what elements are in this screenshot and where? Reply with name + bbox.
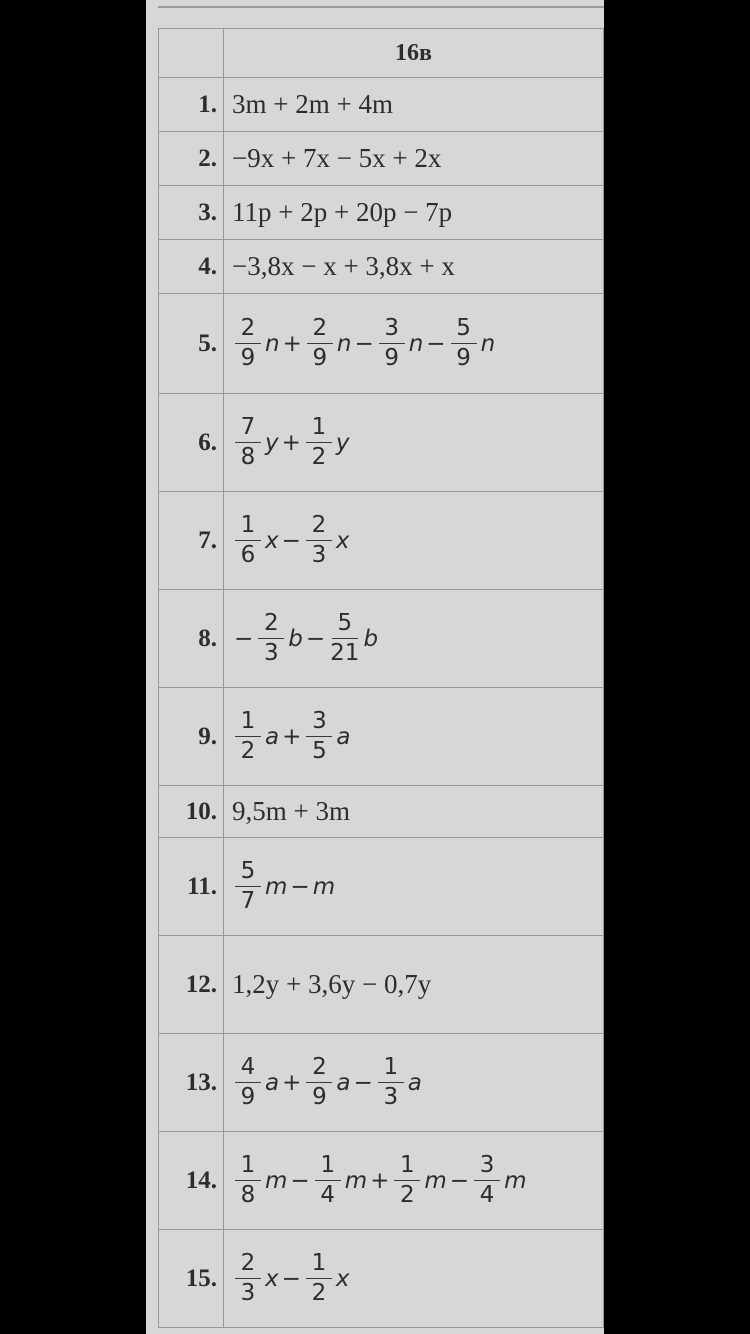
variable: n [480, 330, 496, 357]
table-row [159, 1034, 604, 1132]
exercise-number: 4. [159, 240, 224, 294]
numerator: 1 [235, 1153, 261, 1181]
denominator: 7 [240, 888, 256, 914]
denominator: 9 [384, 345, 400, 371]
denominator: 9 [312, 345, 328, 371]
numerator: 1 [235, 513, 261, 541]
fraction-expression [232, 513, 603, 569]
exercise-table [158, 28, 604, 1328]
operator: − [354, 330, 374, 357]
table-row [159, 838, 604, 936]
variable: a [407, 1069, 422, 1096]
denominator: 9 [240, 1084, 256, 1110]
exercise-expression [224, 590, 604, 688]
exercise-number: 2. [159, 132, 224, 186]
variable: x [265, 1265, 279, 1292]
exercise-expression [224, 1132, 604, 1230]
operator: − [281, 1265, 301, 1292]
exercise-number: 5. [159, 294, 224, 394]
operator: + [281, 429, 301, 456]
numerator: 2 [306, 1055, 332, 1083]
denominator: 2 [400, 1182, 415, 1208]
operator: − [353, 1069, 373, 1096]
numerator: 1 [306, 415, 332, 443]
numerator: 3 [379, 316, 405, 344]
exercise-number: 7. [159, 492, 224, 590]
exercise-expression [224, 78, 604, 132]
expression-text: −9x + 7x − 5x + 2x [232, 143, 442, 173]
fraction [379, 316, 405, 372]
fraction [306, 709, 332, 765]
variable: y [335, 429, 350, 456]
exercise-expression [224, 294, 604, 394]
fraction [306, 513, 332, 569]
table-row [159, 936, 604, 1034]
fraction-expression [232, 1251, 603, 1307]
exercise-number: 6. [159, 394, 224, 492]
numerator: 2 [258, 611, 284, 639]
variable: m [312, 873, 336, 900]
table-row [159, 1132, 604, 1230]
fraction [235, 709, 261, 765]
exercise-expression [224, 838, 604, 936]
table-row [159, 786, 604, 838]
exercise-expression [224, 394, 604, 492]
exercise-expression [224, 1230, 604, 1328]
table-row [159, 590, 604, 688]
exercise-number: 12. [159, 936, 224, 1034]
variable: m [344, 1167, 368, 1194]
denominator: 2 [311, 444, 327, 470]
operator: + [282, 330, 302, 357]
exercise-expression [224, 186, 604, 240]
exercise-number: 14. [159, 1132, 224, 1230]
denominator: 9 [312, 1084, 327, 1110]
variant-title: 16в [224, 29, 604, 78]
exercise-number: 3. [159, 186, 224, 240]
fraction-expression [232, 1055, 603, 1111]
variable: m [265, 873, 288, 900]
numerator: 3 [474, 1153, 500, 1181]
variable: n [408, 330, 424, 357]
fraction [235, 1055, 261, 1111]
fraction [258, 611, 284, 667]
numerator: 1 [306, 1251, 332, 1279]
denominator: 2 [311, 1280, 327, 1306]
header-empty-cell [159, 29, 224, 78]
variable: a [265, 723, 280, 750]
variable: m [265, 1167, 288, 1194]
variable: m [424, 1167, 447, 1194]
exercise-number: 9. [159, 688, 224, 786]
table-row [159, 78, 604, 132]
operator: − [290, 1167, 310, 1194]
operator: − [449, 1167, 470, 1194]
fraction-expression [232, 1153, 603, 1209]
numerator: 1 [315, 1153, 341, 1181]
denominator: 3 [240, 1280, 256, 1306]
variable: n [265, 330, 280, 357]
exercise-expression [224, 132, 604, 186]
exercise-expression [224, 786, 604, 838]
fraction [307, 316, 333, 372]
exercise-expression [224, 936, 604, 1034]
variable: a [336, 723, 351, 750]
table-row [159, 132, 604, 186]
textbook-page [146, 0, 604, 1334]
numerator: 1 [394, 1153, 420, 1181]
table-header-row [159, 29, 604, 78]
numerator: 5 [235, 859, 261, 887]
table-row [159, 294, 604, 394]
expression-text: −3,8x − x + 3,8x + x [232, 251, 455, 281]
operator: − [305, 625, 326, 652]
table-row [159, 492, 604, 590]
operator: + [282, 723, 302, 750]
operator: − [426, 330, 446, 357]
denominator: 8 [240, 1182, 256, 1208]
numerator: 3 [306, 709, 332, 737]
fraction [235, 415, 261, 471]
fraction [235, 513, 261, 569]
table-row [159, 1230, 604, 1328]
operator: − [281, 527, 301, 554]
fraction [330, 611, 359, 667]
expression-text: 11p + 2p + 20p − 7p [232, 197, 453, 227]
variable: b [363, 625, 379, 652]
denominator: 3 [383, 1084, 399, 1110]
denominator: 8 [240, 444, 256, 470]
fraction [235, 1153, 261, 1209]
denominator: 5 [312, 738, 327, 764]
fraction [235, 1251, 261, 1307]
variable: a [336, 1069, 351, 1096]
operator: + [370, 1167, 390, 1194]
denominator: 3 [311, 542, 327, 568]
exercise-number: 15. [159, 1230, 224, 1328]
table-row [159, 688, 604, 786]
fraction [306, 1251, 332, 1307]
variable: n [336, 330, 352, 357]
fraction [235, 859, 261, 915]
fraction [451, 316, 477, 372]
fraction [315, 1153, 341, 1209]
operator: − [234, 625, 254, 652]
table-row [159, 186, 604, 240]
variable: x [265, 527, 279, 554]
operator: + [282, 1069, 302, 1096]
numerator: 5 [451, 316, 477, 344]
variable: b [288, 625, 303, 652]
denominator: 4 [479, 1182, 495, 1208]
denominator: 6 [240, 542, 256, 568]
numerator: 1 [235, 709, 261, 737]
numerator: 2 [235, 316, 261, 344]
variable: m [504, 1167, 527, 1194]
exercise-number: 13. [159, 1034, 224, 1132]
numerator: 2 [235, 1251, 261, 1279]
denominator: 2 [240, 738, 256, 764]
exercise-number: 8. [159, 590, 224, 688]
fraction [235, 316, 261, 372]
expression-text: 1,2y + 3,6y − 0,7y [232, 969, 432, 999]
fraction-expression [232, 316, 603, 372]
numerator: 5 [332, 611, 358, 639]
variable: x [335, 527, 350, 554]
numerator: 2 [307, 316, 333, 344]
numerator: 4 [235, 1055, 261, 1083]
fraction [306, 415, 332, 471]
fraction [474, 1153, 500, 1209]
table-row [159, 394, 604, 492]
fraction [394, 1153, 420, 1209]
fraction-expression [232, 709, 603, 765]
top-rule [158, 6, 604, 8]
denominator: 9 [456, 345, 471, 371]
exercise-number: 11. [159, 838, 224, 936]
exercise-number: 1. [159, 78, 224, 132]
variable: x [335, 1265, 350, 1292]
numerator: 2 [306, 513, 332, 541]
exercise-number: 10. [159, 786, 224, 838]
expression-text: 9,5m + 3m [232, 796, 350, 826]
denominator: 4 [320, 1182, 335, 1208]
exercise-expression [224, 492, 604, 590]
exercise-expression [224, 240, 604, 294]
fraction [306, 1055, 332, 1111]
denominator: 3 [263, 640, 279, 666]
fraction-expression [232, 859, 603, 915]
fraction-expression [232, 611, 603, 667]
denominator: 9 [240, 345, 256, 371]
fraction [378, 1055, 404, 1111]
variable: y [265, 429, 279, 456]
exercise-expression [224, 688, 604, 786]
fraction-expression [232, 415, 603, 471]
denominator: 21 [330, 640, 360, 666]
numerator: 7 [235, 415, 261, 443]
exercise-expression [224, 1034, 604, 1132]
numerator: 1 [378, 1055, 404, 1083]
operator: − [290, 873, 310, 900]
variable: a [265, 1069, 280, 1096]
expression-text: 3m + 2m + 4m [232, 89, 393, 119]
table-row [159, 240, 604, 294]
